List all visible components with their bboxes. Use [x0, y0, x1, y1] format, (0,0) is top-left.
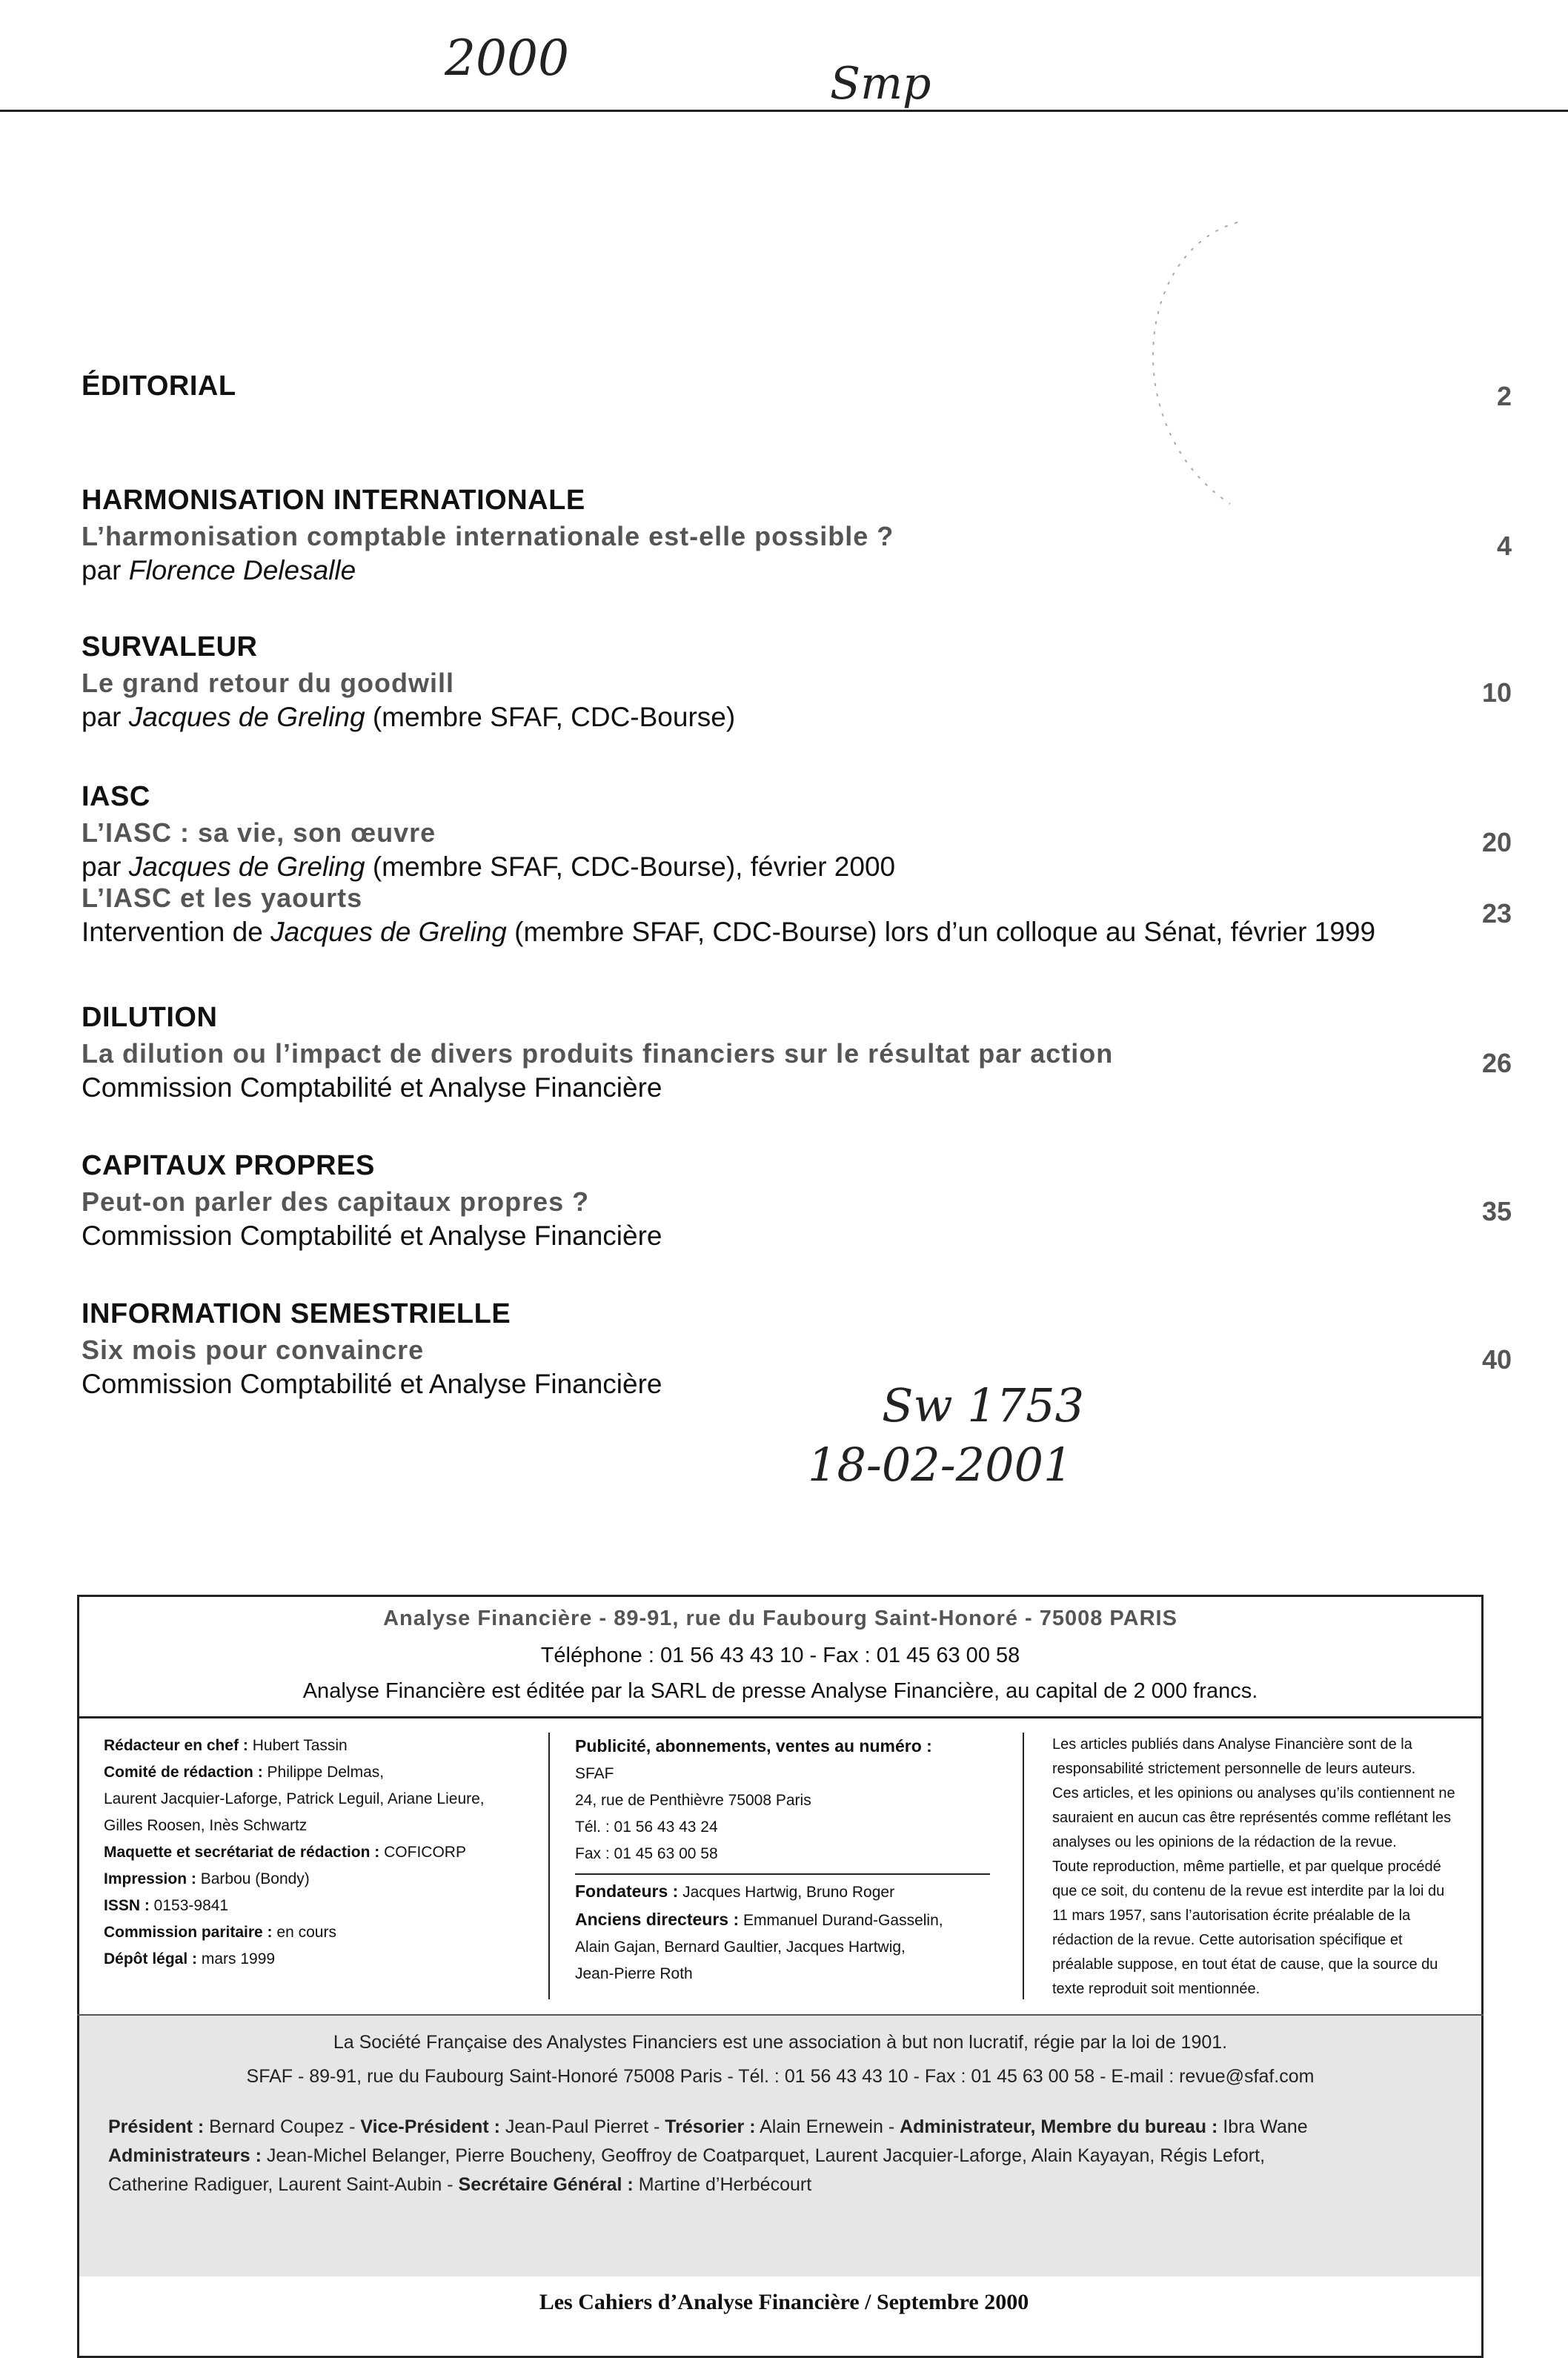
handwritten-initials: Smp: [830, 58, 931, 110]
top-rule: [0, 110, 1568, 112]
imprint-address: Analyse Financière - 89-91, rue du Faubourg Saint-Honoré - 75008 PARIS: [383, 1607, 1177, 1630]
legal-line: Les articles publiés dans Analyse Financière sont de la: [1052, 1736, 1412, 1753]
legal-line: Ces articles, et les opinions ou analyses qu’ils contiennent ne: [1052, 1785, 1455, 1801]
toc-page-number: 26: [1481, 1048, 1512, 1078]
imprint-line: Publicité, abonnements, ventes au numéro :: [575, 1736, 932, 1756]
toc-heading: ÉDITORIAL: [82, 371, 236, 402]
toc-article-author: Intervention de Jacques de Greling (membre SFAF, CDC-Bourse) lors d’un colloque au Sénat, février 1999: [82, 917, 1376, 947]
toc-heading: INFORMATION SEMESTRIELLE: [82, 1298, 511, 1329]
imprint-line: Alain Gajan, Bernard Gaultier, Jacques Hartwig,: [575, 1939, 906, 1956]
handwritten-year: 2000: [445, 30, 569, 87]
imprint-line: SFAF: [575, 1765, 614, 1782]
legal-line: 11 mars 1957, sans l’autorisation écrite préalable de la: [1052, 1907, 1411, 1924]
toc-page-number: 23: [1481, 898, 1512, 929]
toc-section-iasc: [82, 781, 1512, 948]
toc-page-number: 40: [1481, 1344, 1512, 1375]
toc-article-author: Commission Comptabilité et Analyse Financière: [82, 1369, 662, 1399]
imprint-line: Laurent Jacquier-Laforge, Patrick Leguil, Ariane Lieure,: [104, 1790, 485, 1807]
toc-article-title: Le grand retour du goodwill: [82, 668, 454, 698]
page-footer: Les Cahiers d’Analyse Financière / Septembre 2000: [539, 2290, 1029, 2314]
legal-line: responsabilité strictement personnelle de leurs auteurs.: [1052, 1761, 1416, 1777]
imprint-line: Maquette et secrétariat de rédaction : COFICORP: [104, 1844, 466, 1861]
legal-line: rédaction de la revue. Cette autorisation spécifique et: [1052, 1932, 1403, 1948]
toc-section-survaleur: [82, 631, 1512, 733]
imprint-column-editorial: [104, 1733, 534, 1973]
toc-section-editorial: [82, 371, 1512, 411]
imprint-column-separator: [1023, 1733, 1024, 1999]
imprint-column-subscriptions: [575, 1733, 990, 1987]
toc-article-title: L’harmonisation comptable internationale est-elle possible ?: [82, 521, 894, 551]
imprint-line: Tél. : 01 56 43 43 24: [575, 1819, 718, 1836]
legal-line: Toute reproduction, même partielle, et par quelque procédé: [1052, 1859, 1441, 1875]
imprint-publisher: Analyse Financière est éditée par la SARL de presse Analyse Financière, au capital de 2 000 francs.: [302, 1679, 1258, 1703]
sfaf-board: [108, 2110, 1472, 2202]
toc-page-number: 35: [1481, 1196, 1512, 1226]
toc-article-title: La dilution ou l’impact de divers produits financiers sur le résultat par action: [82, 1038, 1114, 1069]
toc-heading: HARMONISATION INTERNATIONALE: [82, 485, 585, 516]
board-line: Catherine Radiguer, Laurent Saint-Aubin - Secrétaire Général : Martine d’Herbécourt: [108, 2174, 812, 2195]
toc-article-title: L’IASC : sa vie, son œuvre: [82, 817, 436, 848]
imprint-line: Fax : 01 45 63 00 58: [575, 1845, 718, 1862]
imprint-line: Fondateurs : Jacques Hartwig, Bruno Roger: [575, 1882, 895, 1901]
imprint-line: Anciens directeurs : Emmanuel Durand-Gasselin,: [575, 1910, 943, 1929]
toc-article-author: par Jacques de Greling (membre SFAF, CDC-Bourse): [82, 702, 736, 732]
stamp-mark: [1089, 207, 1252, 519]
toc-article-author: Commission Comptabilité et Analyse Financière: [82, 1220, 662, 1251]
imprint-line: ISSN : 0153-9841: [104, 1897, 229, 1914]
imprint-column-legal: [1052, 1733, 1467, 2002]
toc-article-title: Peut-on parler des capitaux propres ?: [82, 1186, 590, 1217]
toc-section-information-semestrielle: [82, 1298, 1512, 1400]
sfaf-contact-line: SFAF - 89-91, rue du Faubourg Saint-Honoré 75008 Paris - Tél. : 01 56 43 43 10 - Fax : 01 45 63 00 58 - E-mail : revue@sfaf.com: [246, 2066, 1315, 2087]
imprint-phone: Téléphone : 01 56 43 43 10 - Fax : 01 45 63 00 58: [540, 1644, 1020, 1667]
imprint-line: Impression : Barbou (Bondy): [104, 1870, 310, 1887]
toc-heading: DILUTION: [82, 1002, 218, 1033]
imprint-column-separator: [548, 1733, 550, 1999]
toc-article-author: par Florence Delesalle: [82, 555, 356, 585]
sfaf-divider: [77, 2014, 1484, 2016]
imprint-line: Commission paritaire : en cours: [104, 1924, 336, 1941]
board-line: Administrateurs : Jean-Michel Belanger, Pierre Boucheny, Geoffroy de Coatparquet, Laurent Jacquier-Laforge, Alain Kayayan, Régis Lefort,: [108, 2145, 1266, 2166]
toc-section-dilution: [82, 1002, 1512, 1103]
imprint-line: Dépôt légal : mars 1999: [104, 1950, 276, 1967]
imprint-line: 24, rue de Penthièvre 75008 Paris: [575, 1792, 811, 1809]
toc-article-author: Commission Comptabilité et Analyse Financière: [82, 1072, 662, 1103]
sfaf-association-line: La Société Française des Analystes Financiers est une association à but non lucratif, régie par la loi de 1901.: [333, 2032, 1228, 2053]
handwritten-date: 18-02-2001: [808, 1438, 1073, 1492]
imprint-column-subdivider: [575, 1873, 990, 1875]
imprint-line: Rédacteur en chef : Hubert Tassin: [104, 1737, 348, 1754]
toc-page-number: 10: [1481, 677, 1512, 708]
toc-heading: IASC: [82, 781, 150, 812]
imprint-divider: [77, 1716, 1484, 1718]
toc-page-number: 20: [1481, 827, 1512, 857]
handwritten-reference: Sw 1753: [882, 1378, 1085, 1432]
toc-article-title: L’IASC et les yaourts: [82, 883, 363, 913]
toc-heading: CAPITAUX PROPRES: [82, 1150, 375, 1181]
imprint-line: Comité de rédaction : Philippe Delmas,: [104, 1764, 385, 1781]
toc-heading: SURVALEUR: [82, 631, 258, 662]
legal-line: texte reproduit soit mentionnée.: [1052, 1981, 1260, 1997]
toc-page-number: 2: [1496, 381, 1512, 411]
legal-line: analyses ou les opinions de la rédaction de la revue.: [1052, 1834, 1397, 1850]
imprint-line: Jean-Pierre Roth: [575, 1965, 693, 1982]
imprint-line: Gilles Roosen, Inès Schwartz: [104, 1817, 308, 1834]
toc-article-title: Six mois pour convaincre: [82, 1335, 425, 1365]
toc-article-author: par Jacques de Greling (membre SFAF, CDC-Bourse), février 2000: [82, 851, 896, 882]
legal-line: que ce soit, du contenu de la revue est interdite par la loi du: [1052, 1883, 1445, 1899]
legal-line: sauraient en aucun cas être représentés comme reflétant les: [1052, 1810, 1452, 1826]
legal-line: préalable suppose, en tout état de cause, que la source du: [1052, 1956, 1438, 1973]
toc-section-harmonisation: [82, 485, 1512, 586]
board-line: Président : Bernard Coupez - Vice-Président : Jean-Paul Pierret - Trésorier : Alain Ernewein - Administrateur, Membre du bureau : Ibra Wane: [108, 2116, 1308, 2137]
toc-section-capitaux-propres: [82, 1150, 1512, 1252]
toc-page-number: 4: [1496, 531, 1512, 561]
